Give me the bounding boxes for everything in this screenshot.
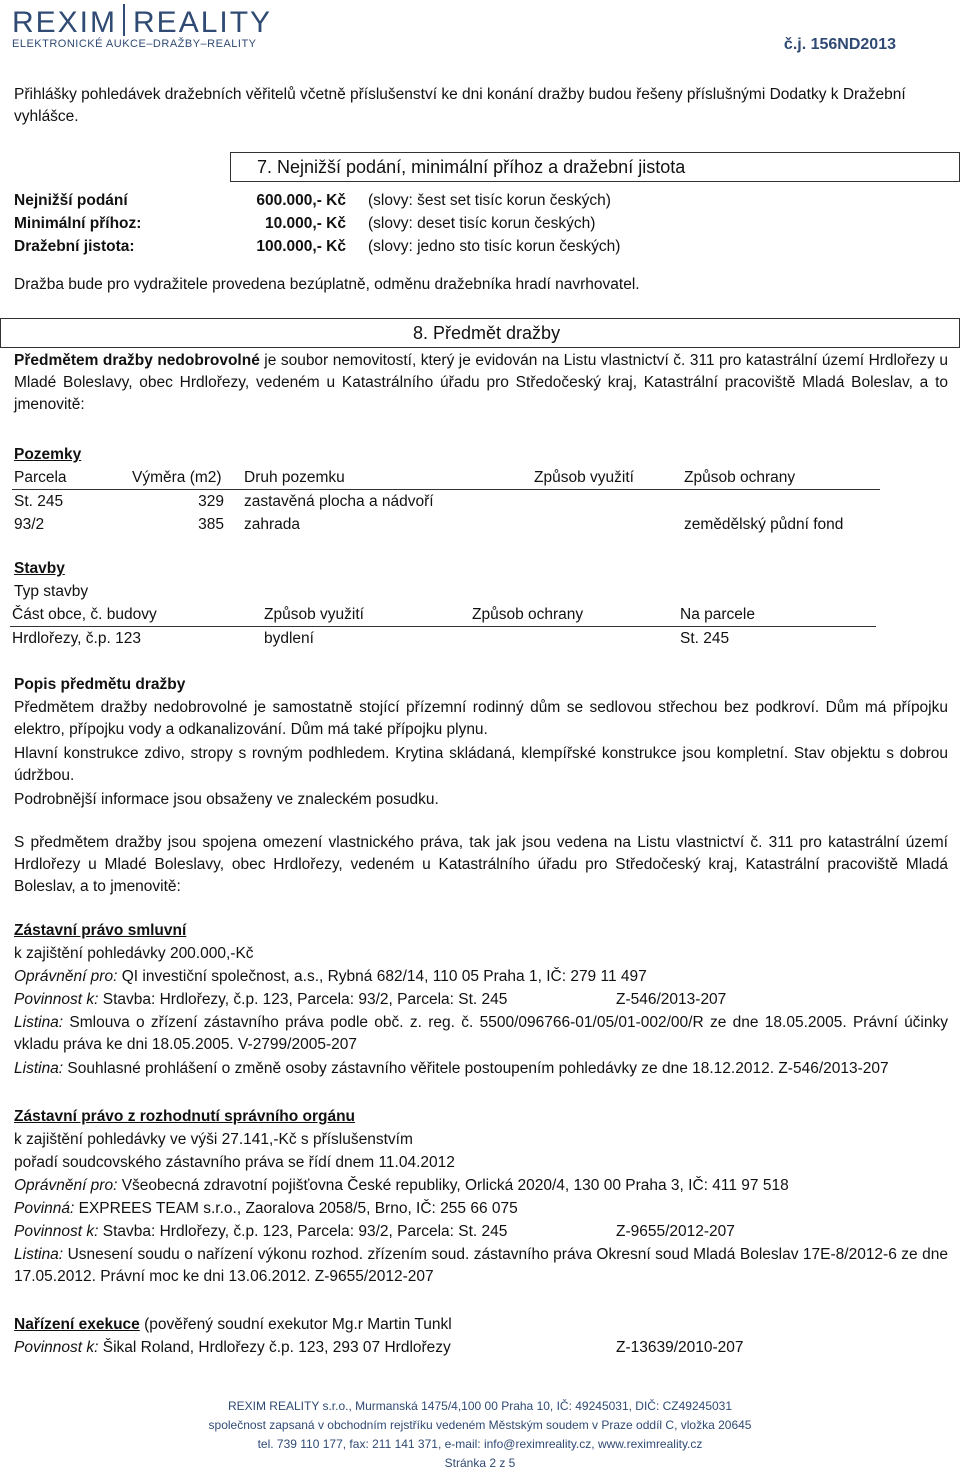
zastava2-obligor-text: EXPREES TEAM s.r.o., Zaoralova 2058/5, Brno, IČ: 255 66 075 (74, 1200, 518, 1217)
zastava2-obligation-ref: Z-9655/2012-207 (616, 1223, 735, 1240)
zastava2-document (14, 1244, 948, 1288)
zastava2-entitled-text: Všeobecná zdravotní pojišťovna České republiky, Orlická 2020/4, 130 00 Praha 3, IČ: 411 97 518 (117, 1177, 789, 1194)
zastava1-document-2-label: Listina: (14, 1060, 64, 1077)
auction-fee-note: Dražba bude pro vydražitele provedena bezúplatně, odměnu dražebníka hradí navrhovatel. (14, 276, 640, 293)
popis-paragraph-4: S předmětem dražby jsou spojena omezení vlastnického práva, tak jak jsou vedena na Listu vlastnictví č. 311 pro katastrální území Hrdlořezy u Mladé Boleslavy, obec Hrdlořezy, vedeném u Katastrálního úřadu pro Středočeský kraj, Katastrální pracoviště Mladá Boleslav, a to jmenovitě: (14, 834, 948, 895)
subject-lead-rest: je soubor nemovitostí, který je evidován na Listu vlastnictví č. 311 pro katastrální území Hrdlořezy u Mladé Boleslavy, obec Hrdlořezy, vedeném u Katastrálního úřadu pro Středočeský kraj, Katastrální pracoviště Mladá Boleslav, a to jmenovitě: (14, 352, 948, 413)
zastava2-claim: k zajištění pohledávky ve výši 27.141,-Kč s příslušenstvím (14, 1131, 413, 1148)
footer-registration: společnost zapsaná v obchodním rejstříku vedeném Městským soudem v Praze oddíl C, vložka 20645 (208, 1418, 752, 1432)
pozemky-row1-vymera: 329 (198, 493, 224, 510)
section-7-header (230, 152, 960, 182)
pozemky-col-vyuziti: Způsob využití (534, 469, 634, 486)
label-lowest-bid: Nejnižší podání (14, 192, 128, 209)
logo-divider (123, 4, 125, 36)
amount-deposit: 100.000,- Kč (256, 238, 346, 255)
zastava1-obligation-text: Stavba: Hrdlořezy, č.p. 123, Parcela: 93/2, Parcela: St. 245 (98, 991, 508, 1008)
exekuce-obligation-text: Šikal Roland, Hrdlořezy č.p. 123, 293 07 Hrdlořezy (98, 1339, 451, 1356)
words-min-increment: (slovy: deset tisíc korun českých) (368, 215, 596, 232)
intro-paragraph: Přihlášky pohledávek dražebních věřitelů včetně příslušenství ke dni konání dražby budou řešeny příslušnými Dodatky k Dražební vyhlášce. (14, 86, 906, 125)
exekuce-obligation (14, 1337, 451, 1359)
stavby-col-ochrana: Způsob ochrany (472, 606, 584, 623)
zastava1-obligation-ref: Z-546/2013-207 (616, 991, 727, 1008)
zastava2-document-label: Listina: (14, 1246, 64, 1263)
stavby-col-parcela: Na parcele (680, 606, 755, 623)
zastava1-entitled-label: Oprávnění pro: (14, 968, 118, 985)
zastava1-entitled (14, 966, 647, 988)
zastava2-obligor (14, 1198, 518, 1220)
zastava1-entitled-text: QI investiční společnost, a.s., Rybná 682/14, 110 05 Praha 1, IČ: 279 11 497 (117, 968, 647, 985)
zastava2-obligation (14, 1221, 507, 1243)
popis-paragraph-2: Hlavní konstrukce zdivo, stropy s rovným podhledem. Krytina skládaná, klempířské konstrukce jsou kompletní. Stav objektu s dobrou údržbou. (14, 745, 948, 784)
stavby-col-vyuziti: Způsob využití (264, 606, 364, 623)
zastava1-claim: k zajištění pohledávky 200.000,-Kč (14, 945, 254, 962)
zastava1-document-1 (14, 1012, 948, 1056)
popis-paragraph-1: Předmětem dražby nedobrovolné je samostatně stojící přízemní rodinný dům se sedlovou střechou bez podkroví. Dům má přípojku elektro, přípojku vody a odkanalizování. Dům má také přípojku plynu. (14, 699, 948, 738)
pozemky-row2-druh: zahrada (244, 516, 301, 533)
stavby-row1-vyuziti: bydlení (264, 630, 314, 647)
popis-paragraph-3: Podrobnější informace jsou obsaženy ve znaleckém posudku. (14, 791, 439, 808)
stavby-type-label: Typ stavby (14, 583, 89, 600)
zastava2-obligor-label: Povinná: (14, 1200, 75, 1217)
zastava1-obligation-label: Povinnost k: (14, 991, 99, 1008)
popis-heading: Popis předmětu dražby (14, 676, 186, 693)
footer-company: REXIM REALITY s.r.o., Murmanská 1475/4,100 00 Praha 10, IČ: 49245031, DIČ: CZ49245031 (227, 1399, 733, 1413)
exekuce-obligation-label: Povinnost k: (14, 1339, 99, 1356)
subject-description (14, 350, 948, 416)
logo-subtitle: ELEKTRONICKÉ AUKCE–DRAŽBY–REALITY (12, 38, 257, 50)
exekuce-heading-line (14, 1314, 452, 1336)
zastava1-document-1-text: Smlouva o zřízení zástavního práva podle obč. z. reg. č. 5500/096766-01/05/01-002/00/R ze dne 18.05.2005. Právní účinky vkladu práva ke dni 18.05.2005. V-2799/2005-207 (14, 1014, 948, 1053)
zastava2-entitled (14, 1175, 789, 1197)
amount-lowest-bid: 600.000,- Kč (256, 192, 346, 209)
label-deposit: Dražební jistota: (14, 238, 135, 255)
zastava1-heading: Zástavní právo smluvní (14, 922, 187, 939)
footer-contact: tel. 739 110 177, fax: 211 141 371, e-mail: info@reximreality.cz, www.reximreality.cz (257, 1437, 703, 1451)
pozemky-row1-druh: zastavěná plocha a nádvoří (244, 493, 434, 510)
zastava2-entitled-label: Oprávnění pro: (14, 1177, 118, 1194)
section-8-title: 8. Předmět dražby (413, 323, 561, 343)
pozemky-header-rule (12, 489, 880, 490)
subject-lead-bold: Předmětem dražby nedobrovolné (14, 352, 260, 369)
stavby-heading: Stavby (14, 560, 65, 577)
pozemky-col-vymera: Výměra (m2) (132, 469, 222, 486)
exekuce-executor: (pověřený soudní exekutor Mg.r Martin Tunkl (139, 1316, 452, 1333)
pozemky-row2-ochrana: zemědělský půdní fond (684, 516, 844, 533)
logo-text-left: REXIM (12, 6, 118, 39)
reference-number: č.j. 156ND2013 (783, 36, 896, 53)
page-number: Stránka 2 z 5 (444, 1456, 516, 1470)
company-logo (12, 4, 272, 38)
zastava2-obligation-label: Povinnost k: (14, 1223, 99, 1240)
pozemky-col-druh: Druh pozemku (244, 469, 345, 486)
zastava2-order: pořadí soudcovského zástavního práva se řídí dnem 11.04.2012 (14, 1154, 455, 1171)
zastava2-obligation-text: Stavba: Hrdlořezy, č.p. 123, Parcela: 93/2, Parcela: St. 245 (98, 1223, 508, 1240)
stavby-header-rule (10, 626, 876, 627)
pozemky-row2-parcela: 93/2 (14, 516, 45, 533)
zastava2-document-text: Usnesení soudu o nařízení výkonu rozhod. zřízením soud. zástavního práva Okresní soud Mladá Boleslav 17E-8/2012-6 ze dne 17.05.2012. Právní moc ke dni 13.06.2012. Z-9655/2012-207 (14, 1246, 948, 1285)
logo-text-right: REALITY (133, 6, 273, 39)
zastava1-document-2-text: Souhlasné prohlášení o změně osoby zástavního věřitele postoupením pohledávky ze dne 18.12.2012. Z-546/2013-207 (63, 1060, 889, 1077)
amount-min-increment: 10.000,- Kč (265, 215, 346, 232)
pozemky-col-ochrana: Způsob ochrany (684, 469, 796, 486)
zastava2-heading: Zástavní právo z rozhodnutí správního orgánu (14, 1108, 356, 1125)
zastava1-obligation (14, 989, 507, 1011)
zastava1-document-1-label: Listina: (14, 1014, 64, 1031)
zastava1-document-2 (14, 1058, 889, 1080)
pozemky-heading: Pozemky (14, 446, 82, 463)
pozemky-row2-vymera: 385 (198, 516, 224, 533)
stavby-col-cast-obce: Část obce, č. budovy (12, 606, 157, 623)
exekuce-obligation-ref: Z-13639/2010-207 (616, 1339, 744, 1356)
stavby-row1-parcela: St. 245 (680, 630, 730, 647)
pozemky-row1-parcela: St. 245 (14, 493, 64, 510)
pozemky-col-parcela: Parcela (14, 469, 67, 486)
stavby-row1-cast-obce: Hrdlořezy, č.p. 123 (12, 630, 141, 647)
words-deposit: (slovy: jedno sto tisíc korun českých) (368, 238, 621, 255)
section-8-header (0, 318, 960, 348)
exekuce-heading: Nařízení exekuce (14, 1316, 140, 1333)
section-7-title: 7. Nejnižší podání, minimální příhoz a dražební jistota (257, 157, 686, 177)
words-lowest-bid: (slovy: šest set tisíc korun českých) (368, 192, 611, 209)
label-min-increment: Minimální příhoz: (14, 215, 142, 232)
